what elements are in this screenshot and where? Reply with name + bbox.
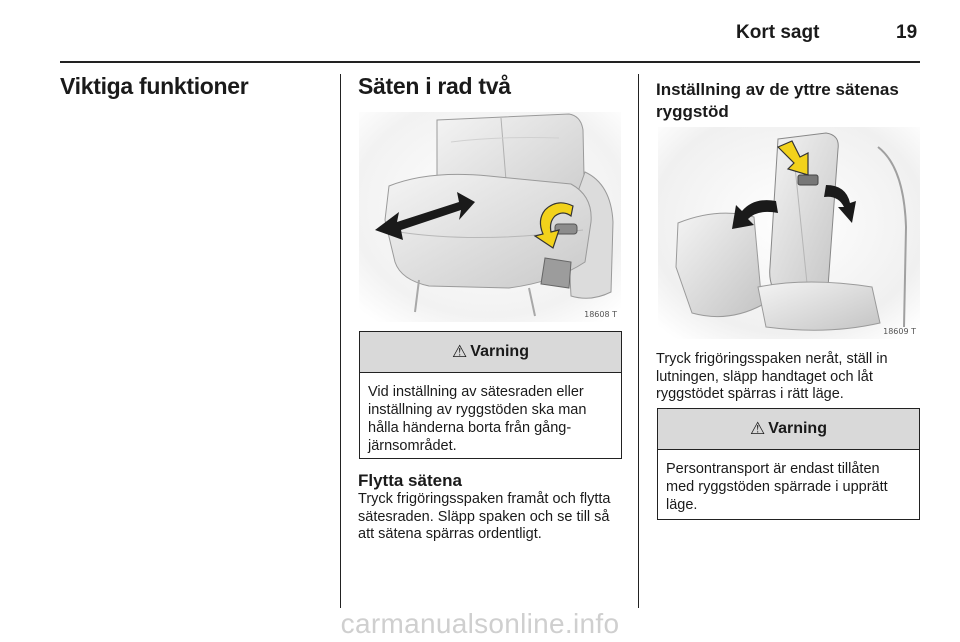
warning-box-seat-row — [359, 331, 622, 459]
warning-label: Varning — [470, 343, 529, 360]
warning-text: Vid inställning av sätesraden eller inställning av ryggstöden ska man hålla händerna borta från gång-järnsområdet. — [368, 384, 587, 454]
column-divider-left — [340, 74, 341, 608]
warning-label: Varning — [768, 420, 827, 437]
move-seats-text: Tryck frigöringsspaken framåt och flytta sätesraden. Släpp spaken och se till så att sätena spärras ordentligt. — [358, 491, 611, 542]
running-header-title: Kort sagt — [736, 22, 820, 43]
subheading-move-seats: Flytta sätena — [358, 471, 462, 490]
warning-triangle-icon: ⚠ — [452, 342, 468, 361]
second-row-seat-drawing — [359, 112, 621, 322]
warning-header — [658, 409, 919, 450]
outer-backrest-illustration — [658, 127, 920, 339]
column-title-outer-backrests: Inställning av de yttre sätenas ryggstöd — [656, 80, 899, 121]
watermark: carmanualsonline.info — [340, 608, 620, 639]
figure-code: 18608 T — [584, 310, 617, 319]
figure-code: 18609 T — [883, 327, 916, 336]
column-divider-right — [638, 74, 639, 608]
header-rule — [60, 61, 920, 63]
outer-backrest-drawing — [658, 127, 920, 339]
warning-text: Persontransport är endast tillåten med ryggstöden spärrade i upprätt läge. — [666, 461, 888, 513]
column-title-second-row-seats: Säten i rad två — [358, 73, 511, 99]
second-row-seat-illustration — [359, 112, 621, 322]
warning-header — [360, 332, 621, 373]
warning-box-backrest — [657, 408, 920, 520]
section-title: Viktiga funktioner — [60, 73, 249, 99]
page-number: 19 — [896, 22, 918, 43]
warning-triangle-icon: ⚠ — [750, 419, 766, 438]
backrest-adjust-text: Tryck frigöringsspaken neråt, ställ in lutningen, släpp handtaget och låt ryggstödet spärras i rätt läge. — [656, 351, 888, 402]
